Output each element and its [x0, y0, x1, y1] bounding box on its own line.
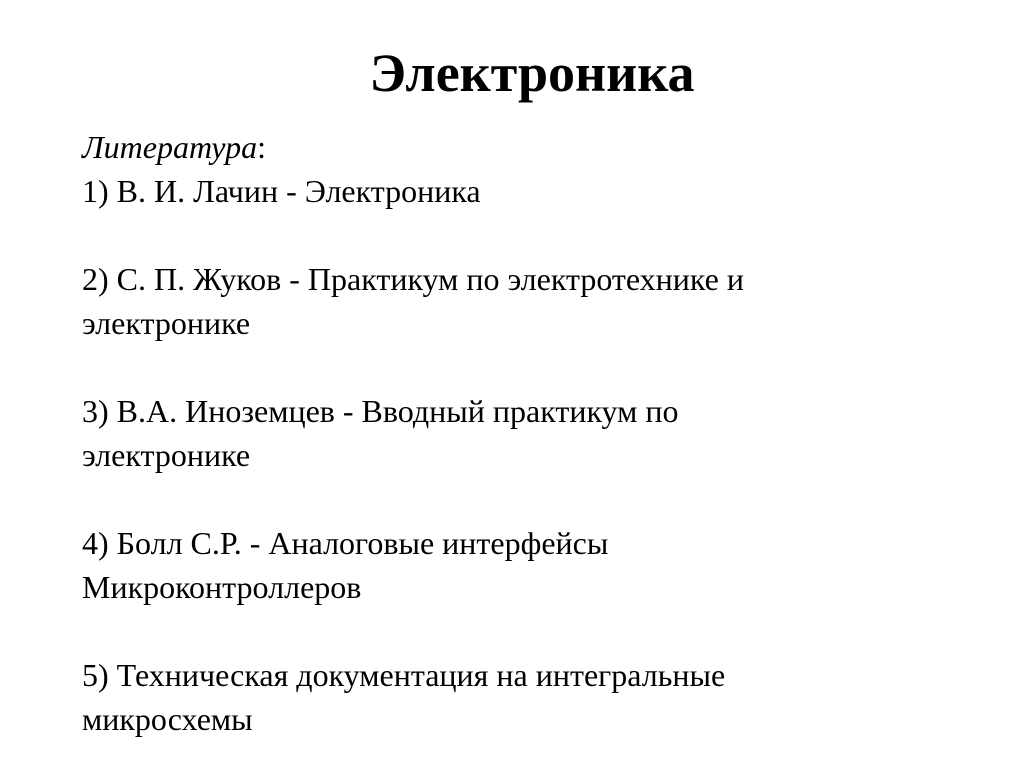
- literature-item-line: 3) В.А. Иноземцев - Вводный практикум по: [82, 393, 679, 429]
- literature-item-line: электронике: [82, 305, 251, 341]
- literature-item-line: электронике: [82, 437, 251, 473]
- literature-item-line: 1) В. И. Лачин - Электроника: [82, 173, 481, 209]
- literature-item-1: [82, 169, 982, 213]
- literature-item-5: [82, 653, 982, 741]
- literature-heading-word: Литература: [82, 129, 258, 165]
- literature-list: [82, 169, 982, 741]
- literature-item-2: [82, 257, 982, 345]
- literature-item-line: 5) Техническая документация на интегральные: [82, 657, 726, 693]
- literature-item-3: [82, 389, 982, 477]
- literature-section: [82, 125, 982, 741]
- literature-item-line: Микроконтроллеров: [82, 569, 362, 605]
- literature-item-4: [82, 521, 982, 609]
- slide-title: Электроника: [369, 43, 695, 103]
- literature-item-line: 4) Болл С.Р. - Аналоговые интерфейсы: [82, 525, 609, 561]
- literature-heading: [82, 125, 982, 169]
- literature-item-line: 2) С. П. Жуков - Практикум по электротехнике и: [82, 261, 744, 297]
- literature-heading-colon: :: [257, 129, 266, 165]
- literature-item-line: микросхемы: [82, 701, 253, 737]
